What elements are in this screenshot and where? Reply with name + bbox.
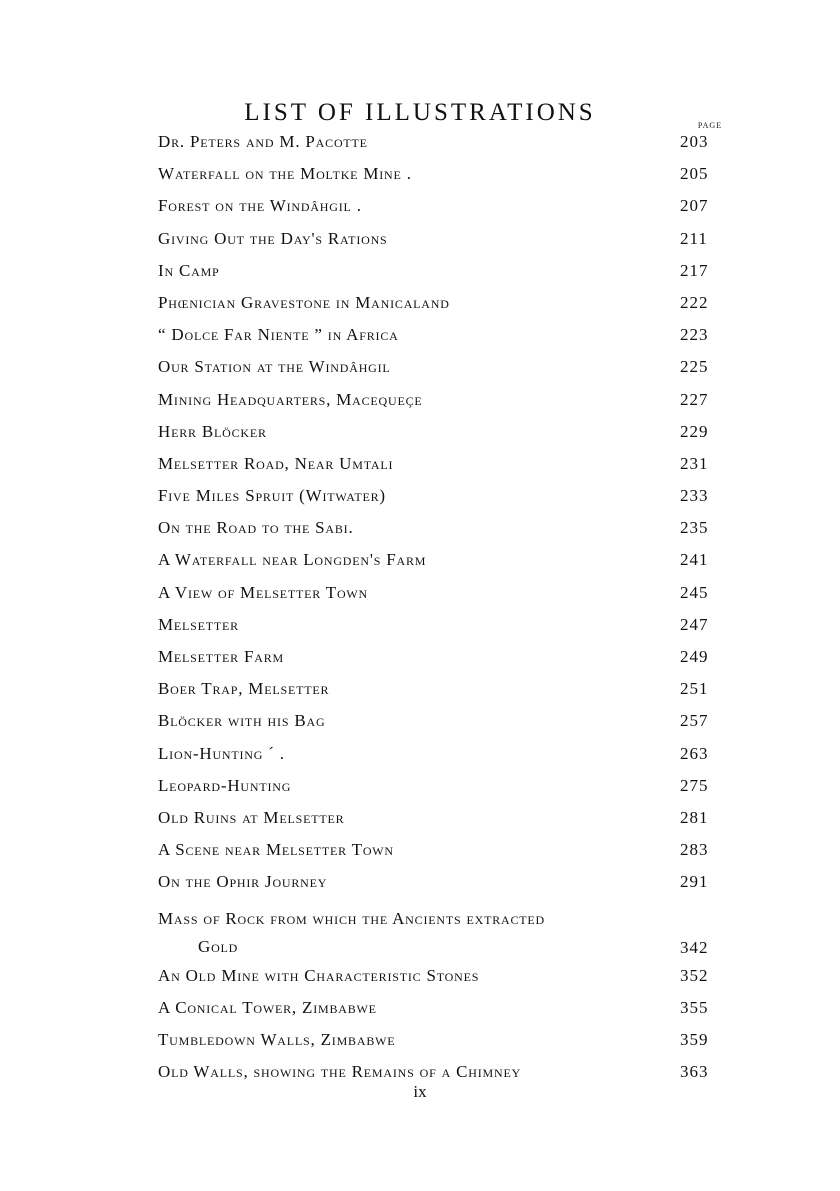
entry-page: 263 (680, 743, 709, 763)
entry-title: In Camp (158, 260, 220, 280)
entry-page: 225 (680, 357, 709, 377)
entry-page: 203 (680, 132, 709, 151)
list-item (158, 357, 738, 389)
entry-page: 257 (680, 711, 709, 731)
list-item (158, 615, 738, 647)
list-item (158, 550, 738, 582)
entry-page: 291 (680, 872, 709, 892)
list-item (158, 164, 738, 196)
entry-page: 227 (680, 389, 709, 409)
list-item (158, 293, 738, 325)
entry-title: Lion-Hunting ´ . (158, 743, 285, 763)
entry-title: Five Miles Spruit (Witwater) (158, 486, 386, 506)
illustrations-list (158, 132, 738, 1094)
list-item (158, 196, 738, 228)
list-item (158, 966, 738, 998)
list-item (158, 905, 738, 966)
entry-title: Old Ruins at Melsetter (158, 807, 345, 827)
entry-title: Old Walls, showing the Remains of a Chimney (158, 1062, 522, 1082)
entry-title: A Conical Tower, Zimbabwe (158, 997, 377, 1017)
list-item (158, 808, 738, 840)
list-item (158, 454, 738, 486)
entry-page: 229 (680, 421, 709, 441)
list-item (158, 711, 738, 743)
entry-page: 211 (680, 228, 708, 248)
entry-title: Waterfall on the Moltke Mine . (158, 164, 412, 184)
entry-title: Boer Trap, Melsetter (158, 679, 330, 699)
entry-title: Leopard-Hunting (158, 775, 292, 795)
entry-title: Dr. Peters and M. Pacotte (158, 132, 368, 151)
list-item (158, 132, 738, 164)
entry-page: 231 (680, 453, 709, 473)
entry-title: Mining Headquarters, Macequeçe (158, 389, 423, 409)
list-item (158, 583, 738, 615)
entry-page: 205 (680, 164, 709, 184)
list-item (158, 744, 738, 776)
list-item (158, 998, 738, 1030)
entry-title: A View of Melsetter Town (158, 582, 369, 602)
entry-page: 275 (680, 775, 709, 795)
entry-title: On the Ophir Journey (158, 872, 328, 892)
list-item (158, 486, 738, 518)
entry-title: Melsetter Road, Near Umtali (158, 453, 394, 473)
entry-page: 245 (680, 582, 709, 602)
entry-title: Giving Out the Day's Rations (158, 228, 388, 248)
list-item (158, 1030, 738, 1062)
list-item (158, 647, 738, 679)
entry-page: 233 (680, 486, 709, 506)
list-item (158, 679, 738, 711)
entry-title: Melsetter (158, 614, 239, 634)
entry-page: 363 (680, 1062, 709, 1082)
entry-title: “ Dolce Far Niente ” in Africa (158, 325, 399, 345)
entry-title: Our Station at the Windâhgil (158, 357, 391, 377)
entry-title: Melsetter Farm (158, 647, 285, 666)
list-item (158, 422, 738, 454)
entry-title: Tumbledown Walls, Zimbabwe (158, 1029, 396, 1049)
list-item (158, 325, 738, 357)
entry-title: Blöcker with his Bag (158, 711, 326, 731)
entry-title: Herr Blöcker (158, 421, 267, 441)
entry-page: 222 (680, 292, 709, 312)
entry-page: 217 (680, 260, 709, 280)
page-column-label: PAGE (697, 121, 723, 130)
entry-page: 223 (680, 325, 709, 345)
entry-title: On the Road to the Sabi. (158, 518, 354, 538)
entry-title: A Waterfall near Longden's Farm (158, 550, 427, 570)
list-item (158, 390, 738, 422)
list-item (158, 776, 738, 808)
entry-title-line: Mass of Rock from which the Ancients extracted (158, 908, 546, 928)
entry-page: 359 (680, 1029, 709, 1049)
entry-title (158, 905, 678, 961)
list-item (158, 840, 738, 872)
entry-title: An Old Mine with Characteristic Stones (158, 965, 480, 985)
entry-page: 352 (680, 965, 709, 985)
entry-title: A Scene near Melsetter Town (158, 840, 394, 860)
entry-page: 247 (680, 614, 709, 634)
entry-page: 355 (680, 997, 709, 1017)
list-item (158, 518, 738, 550)
entry-title-continuation: Gold (198, 936, 239, 956)
entry-page: 235 (680, 518, 709, 538)
entry-page: 207 (680, 196, 709, 216)
page-title: LIST OF ILLUSTRATIONS (244, 98, 596, 126)
list-item (158, 229, 738, 261)
list-item (158, 261, 738, 293)
entry-page: 283 (680, 840, 709, 860)
page-number: ix (413, 1082, 427, 1101)
entry-page: 241 (680, 550, 709, 570)
entry-page: 251 (680, 679, 709, 699)
entry-title: Forest on the Windâhgil . (158, 196, 362, 216)
entry-page: 342 (680, 937, 709, 957)
entry-page: 249 (680, 647, 709, 666)
entry-title: Phœnician Gravestone in Manicaland (158, 292, 450, 312)
entry-page: 281 (680, 807, 709, 827)
list-item (158, 872, 738, 904)
